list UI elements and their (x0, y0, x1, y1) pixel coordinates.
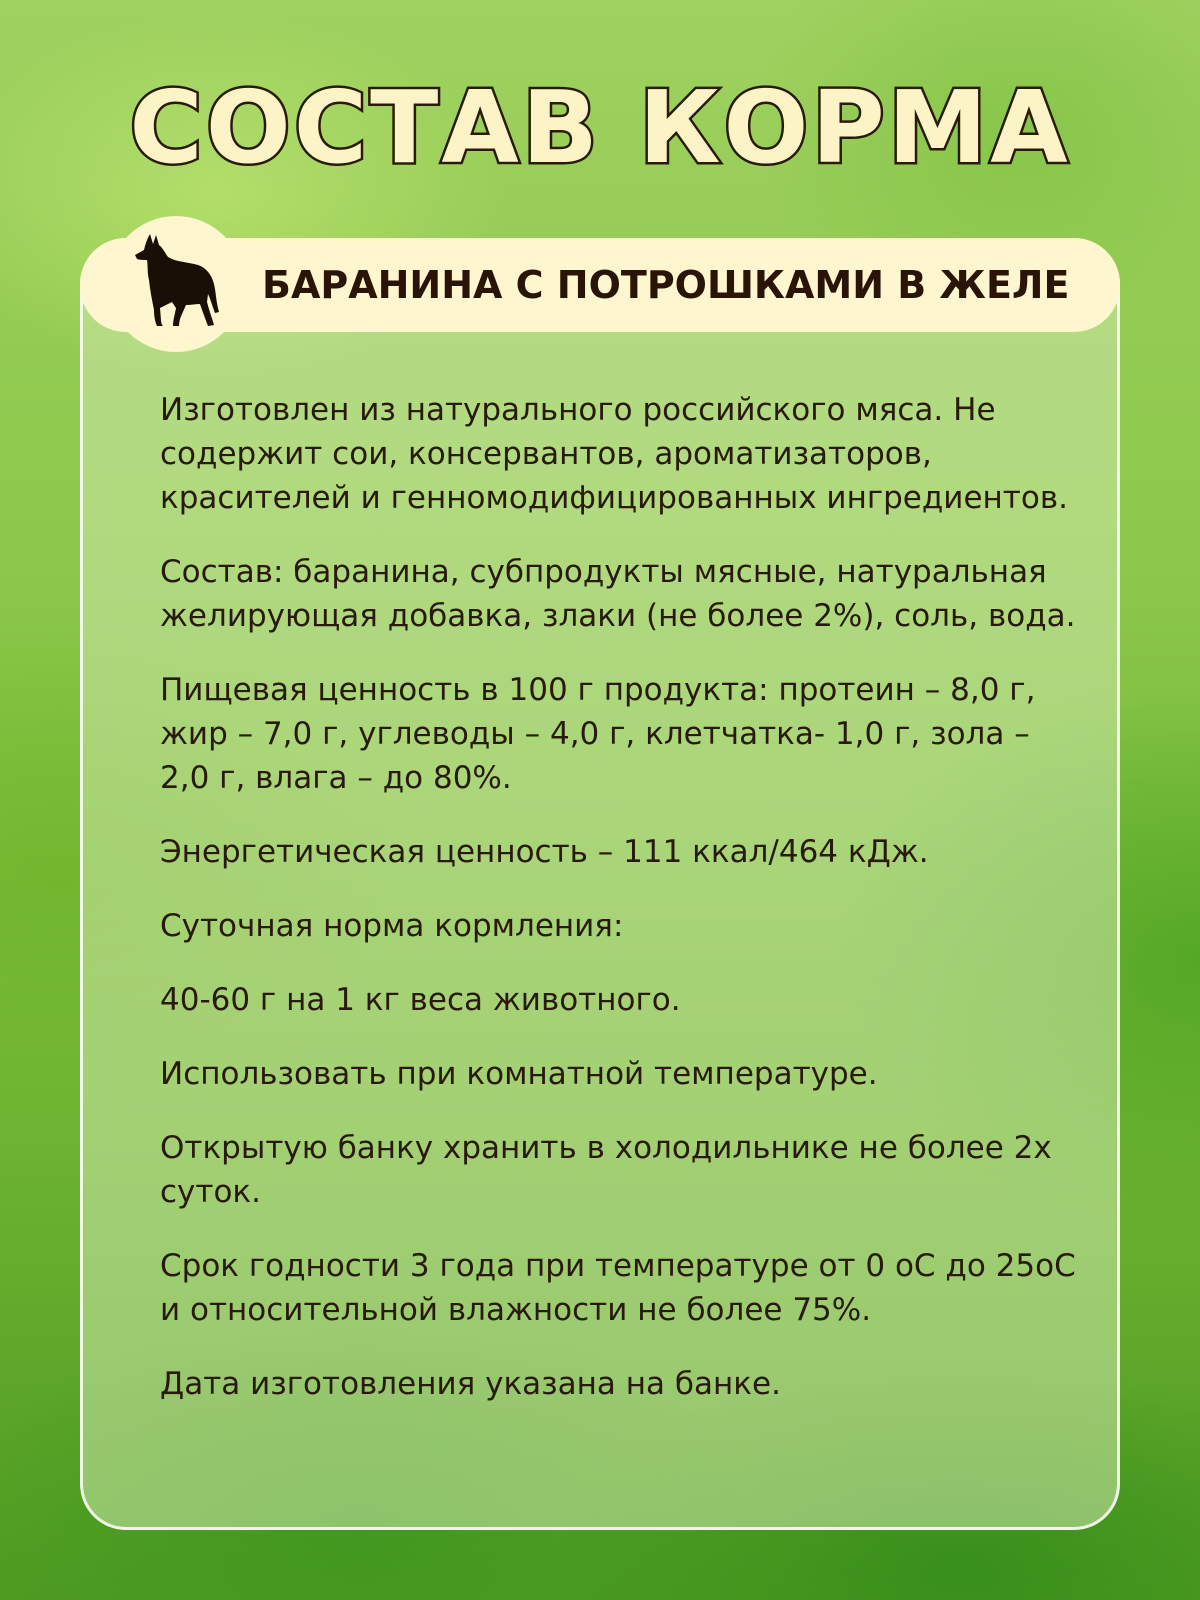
daily-norm-value: 40-60 г на 1 кг веса животного. (160, 982, 681, 1018)
usage-paragraph: Использовать при комнатной температуре. (160, 1056, 878, 1092)
dog-silhouette-icon (134, 232, 220, 328)
description-paragraph: Изготовлен из натурального российского мяса. Не содержит сои, консервантов, ароматизаторов, красителей и генномодифицированных ингредиентов. (160, 392, 1068, 516)
shelf-life-paragraph: Срок годности 3 года при температуре от 0 оС до 25оС и относительной влажности не более 75%. (160, 1248, 1076, 1328)
manufacture-date-paragraph: Дата изготовления указана на банке. (160, 1366, 781, 1402)
energy-paragraph: Энергетическая ценность – 111 ккал/464 кДж. (160, 834, 929, 870)
storage-paragraph: Открытую банку хранить в холодильнике не более 2х суток. (160, 1130, 1052, 1210)
ingredients-paragraph: Состав: баранина, субпродукты мясные, натуральная желирующая добавка, злаки (не более 2%), соль, вода. (160, 554, 1076, 634)
product-name: БАРАНИНА С ПОТРОШКАМИ В ЖЕЛЕ (262, 263, 1070, 307)
page-title: СОСТАВ КОРМА (129, 69, 1071, 186)
nutrition-paragraph: Пищевая ценность в 100 г продукта: протеин – 8,0 г, жир – 7,0 г, углеводы – 4,0 г, клетчатка- 1,0 г, зола – 2,0 г, влага – до 80%. (160, 672, 1036, 796)
daily-norm-label: Суточная норма кормления: (160, 908, 624, 944)
composition-text (160, 388, 1080, 1436)
